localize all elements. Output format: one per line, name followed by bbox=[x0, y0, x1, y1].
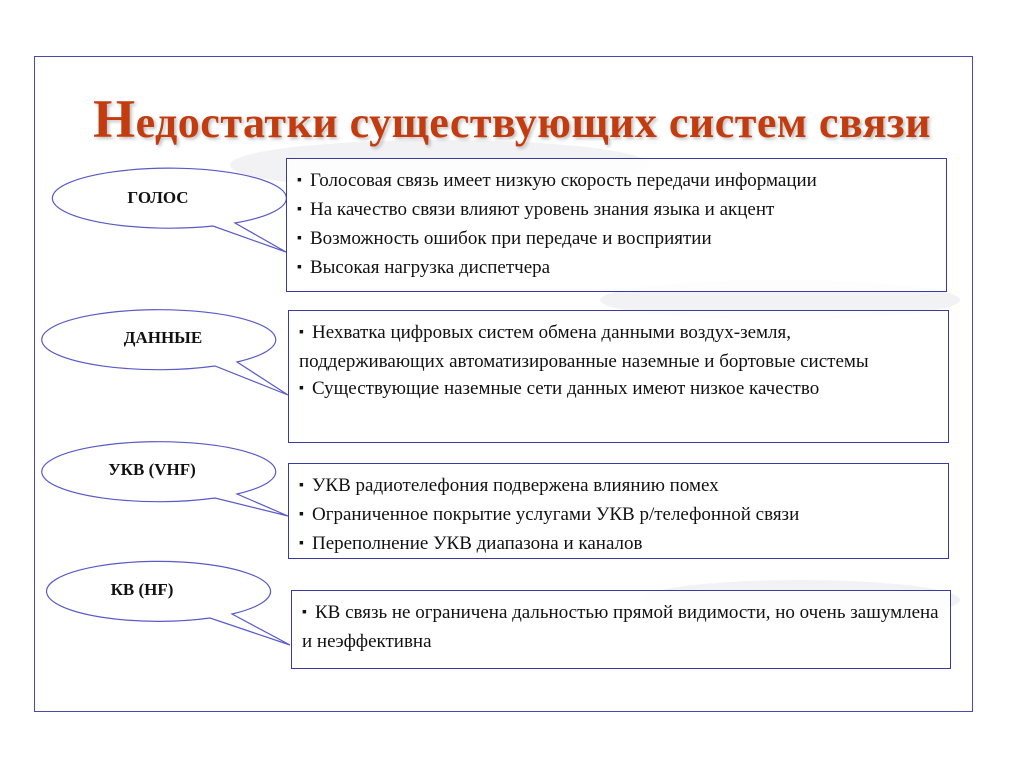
list-item: ▪ Нехватка цифровых систем обмена данными воздух-земля, поддерживающих автоматизированные наземные и бортовые системы bbox=[299, 319, 938, 375]
list-item: ▪ На качество связи влияют уровень знания языка и акцент bbox=[297, 196, 936, 225]
box-golos bbox=[286, 158, 947, 292]
list-item: ▪ Возможность ошибок при передаче и восприятии bbox=[297, 225, 936, 254]
callout-golos bbox=[52, 168, 286, 252]
callout-label-hf: КВ (HF) bbox=[110, 580, 174, 599]
list-item: ▪ Существующие наземные сети данных имеют низкое качество bbox=[299, 375, 938, 404]
list-item: ▪ Голосовая связь имеет низкую скорость передачи информации bbox=[297, 167, 936, 196]
box-vhf bbox=[288, 463, 949, 559]
title-rest: едостатки существующих систем связи bbox=[135, 98, 931, 147]
title-first-letter: Н bbox=[93, 89, 136, 149]
callout-label-golos: ГОЛОС bbox=[127, 188, 189, 207]
callout-hf bbox=[47, 561, 290, 645]
list-item: ▪ Высокая нагрузка диспетчера bbox=[297, 254, 936, 283]
callout-label-vhf: УКВ (VHF) bbox=[108, 460, 196, 479]
box-hf bbox=[291, 590, 951, 669]
list-item: ▪ Ограниченное покрытие услугами УКВ р/телефонной связи bbox=[299, 501, 938, 530]
list-item: ▪ Переполнение УКВ диапазона и каналов bbox=[299, 530, 938, 559]
list-item: ▪ УКВ радиотелефония подвержена влиянию помех bbox=[299, 472, 938, 501]
callout-dannye bbox=[42, 310, 288, 395]
callout-label-dannye: ДАННЫЕ bbox=[123, 328, 203, 347]
list-item: ▪ КВ связь не ограничена дальностью прямой видимости, но очень зашумлена и неэффективна bbox=[302, 599, 940, 655]
box-dannye bbox=[288, 310, 949, 443]
